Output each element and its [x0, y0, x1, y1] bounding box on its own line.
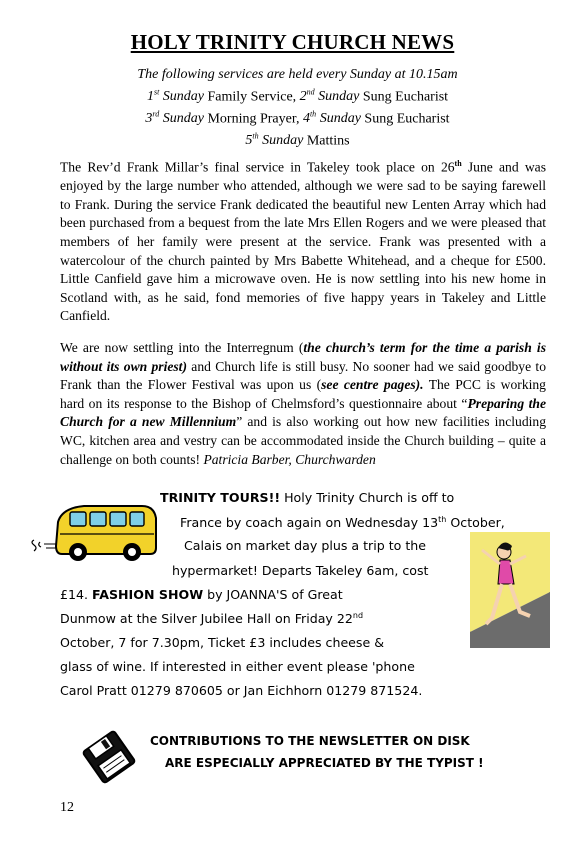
service-times — [60, 66, 535, 150]
service-intro: The following services are held every Sunday at 10.15am — [137, 67, 458, 82]
event-line-7: October, 7 for 7.30pm, Ticket £3 includes cheese & — [60, 635, 385, 650]
event-line-6: Dunmow at the Silver Jubilee Hall on Friday 22nd — [60, 611, 364, 627]
event-line-8: glass of wine. If interested in either event please 'phone — [60, 659, 415, 674]
contributions-line-2: ARE ESPECIALLY APPRECIATED BY THE TYPIST ! — [165, 756, 484, 770]
event-line-2: France by coach again on Wednesday 13th October, — [180, 515, 505, 531]
event-line-4: hypermarket! Departs Takeley 6am, cost — [172, 563, 429, 578]
event-line-9: Carol Pratt 01279 870605 or Jan Eichhorn 01279 871524. — [60, 683, 423, 698]
article-interregnum: We are now settling into the Interregnum (the church’s term for the time a parish is without its own priest) and Church life is still busy. No sooner had we said goodbye to Frank than the Flower Festival was upon us (see centre pages). The PCC is working hard on its response to the Bishop of Chelmsford’s questionnaire about “Preparing the Church for a new Millennium” and is also working out how new facilities including WC, kitchen area and vestry can be accommodated inside the Church building – quite a challenge on both counts! Patricia Barber, Churchwarden — [60, 340, 546, 467]
floppy-disk-icon — [80, 728, 138, 786]
event-line-1: TRINITY TOURS!! Holy Trinity Church is off to — [160, 490, 455, 505]
service-line-1-2: 1st Sunday Family Service, 2nd Sunday Sung Eucharist — [146, 87, 449, 105]
contributions-line-1: CONTRIBUTIONS TO THE NEWSLETTER ON DISK — [150, 734, 470, 748]
dancer-icon — [470, 532, 550, 648]
article-farewell: The Rev’d Frank Millar’s final service in Takeley took place on 26th June and was enjoyed by the large number who attended, although we were sad to be saying farewell to Frank. During the service Frank dedicated the beautiful new Lenten Array which had been purchased from a bequest from the late Mrs Ellen Rogers and we were pleased that members of her family were present at the service. Frank was presented with a watercolour of the church painted by Mrs Babette Whitehead, and a cheque for £500. Little Canfield gave him a microwave oven. He is now settling into his new home in Scotland with, as he said, fond memories of five happy years in Takeley and Little Canfield. — [60, 159, 546, 324]
event-line-3: Calais on market day plus a trip to the — [184, 538, 427, 553]
page-number: 12 — [60, 800, 74, 815]
bus-icon — [30, 502, 160, 564]
service-line-3-4: 3rd Sunday Morning Prayer, 4th Sunday Sung Eucharist — [145, 109, 450, 127]
page-title: HOLY TRINITY CHURCH NEWS — [130, 30, 455, 54]
service-line-5: 5th Sunday Mattins — [245, 131, 350, 149]
event-line-5: £14. FASHION SHOW by JOANNA'S of Great — [60, 587, 343, 602]
